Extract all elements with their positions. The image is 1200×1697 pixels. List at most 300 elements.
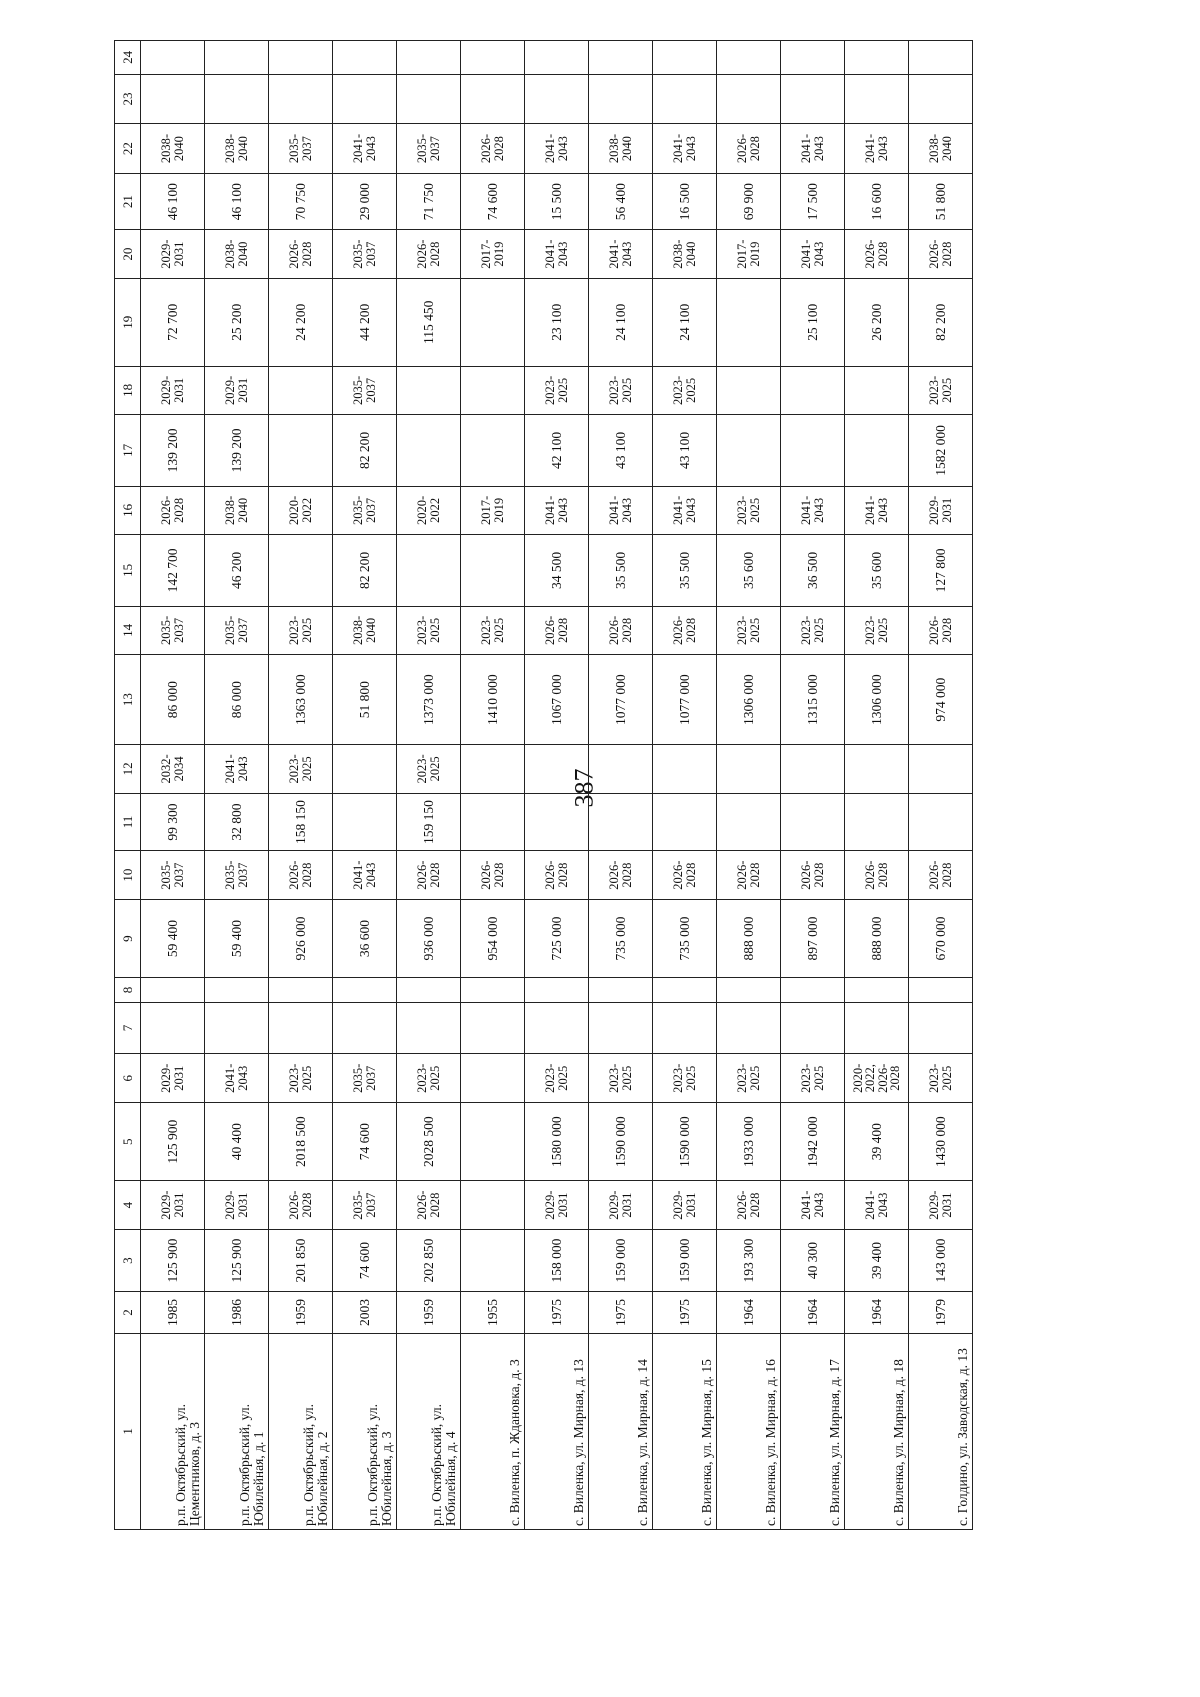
table-cell — [397, 415, 461, 487]
table-cell: 159 000 — [589, 1229, 653, 1291]
table-cell — [269, 978, 333, 1002]
table-cell — [141, 978, 205, 1002]
table-cell: 2023-2025 — [589, 366, 653, 414]
table-cell: 46 100 — [141, 173, 205, 230]
table-cell: 15 500 — [525, 173, 589, 230]
column-header: 3 — [115, 1229, 141, 1291]
table-cell: 74 600 — [333, 1102, 397, 1180]
table-cell: 1942 000 — [781, 1102, 845, 1180]
table-cell — [589, 793, 653, 851]
table-cell — [909, 745, 973, 793]
table-cell — [589, 1002, 653, 1054]
table-cell: 43 100 — [589, 415, 653, 487]
table-cell: 34 500 — [525, 535, 589, 607]
table-cell — [269, 74, 333, 124]
table-cell — [589, 74, 653, 124]
table-cell: 2038-2040 — [333, 606, 397, 654]
table-cell: 2041-2043 — [781, 486, 845, 534]
column-header: 17 — [115, 415, 141, 487]
table-cell — [909, 793, 973, 851]
table-cell: 888 000 — [845, 899, 909, 977]
table-cell: 35 600 — [845, 535, 909, 607]
table-cell: 2035-2037 — [205, 851, 269, 899]
address-cell: с. Виленка, ул. Мирная, д. 18 — [845, 1333, 909, 1529]
table-cell — [525, 793, 589, 851]
table-cell — [269, 535, 333, 607]
table-cell — [717, 415, 781, 487]
table-cell: 2023-2025 — [269, 745, 333, 793]
table-cell: 2035-2037 — [333, 366, 397, 414]
table-cell — [333, 978, 397, 1002]
table-cell — [461, 1054, 525, 1102]
table-cell — [653, 745, 717, 793]
table-cell: 1363 000 — [269, 655, 333, 745]
table-cell: 2023-2025 — [397, 1054, 461, 1102]
table-row — [205, 41, 269, 1530]
table-cell — [589, 745, 653, 793]
address-cell: р.п. Октябрьский, ул. Юбилейная, д. 3 — [333, 1333, 397, 1529]
table-cell: 2041-2043 — [781, 124, 845, 174]
table-cell — [717, 74, 781, 124]
table-cell: 16 500 — [653, 173, 717, 230]
table-cell: 1979 — [909, 1292, 973, 1334]
table-cell: 936 000 — [397, 899, 461, 977]
table-cell — [397, 41, 461, 75]
table-cell: 1590 000 — [589, 1102, 653, 1180]
header-row — [115, 41, 141, 1530]
table-cell: 2038-2040 — [205, 230, 269, 278]
column-header: 2 — [115, 1292, 141, 1334]
table-cell: 1410 000 — [461, 655, 525, 745]
table-cell: 2038-2040 — [205, 486, 269, 534]
column-header: 20 — [115, 230, 141, 278]
table-cell: 2035-2037 — [205, 606, 269, 654]
table-cell — [845, 1002, 909, 1054]
table-cell: 2029-2031 — [909, 486, 973, 534]
table-cell: 2026-2028 — [397, 1181, 461, 1229]
table-cell: 2020-2022, 2026-2028 — [845, 1054, 909, 1102]
table-cell: 2041-2043 — [845, 486, 909, 534]
table-cell: 2026-2028 — [269, 1181, 333, 1229]
table-cell: 2023-2025 — [717, 1054, 781, 1102]
table-row — [333, 41, 397, 1530]
table-cell: 2041-2043 — [781, 1181, 845, 1229]
table-cell: 44 200 — [333, 278, 397, 366]
table-cell: 2029-2031 — [205, 1181, 269, 1229]
table-cell — [205, 978, 269, 1002]
table-cell: 2026-2028 — [909, 851, 973, 899]
table-cell — [205, 1002, 269, 1054]
table-cell — [717, 793, 781, 851]
table-cell: 2023-2025 — [461, 606, 525, 654]
table-cell: 2035-2037 — [333, 1181, 397, 1229]
table-cell: 139 200 — [205, 415, 269, 487]
table-cell: 127 800 — [909, 535, 973, 607]
table-row — [717, 41, 781, 1530]
table-cell: 2023-2025 — [717, 486, 781, 534]
table-cell: 1959 — [397, 1292, 461, 1334]
table-row — [909, 41, 973, 1530]
table-cell: 2026-2028 — [717, 851, 781, 899]
table-cell — [653, 978, 717, 1002]
table-cell: 51 800 — [333, 655, 397, 745]
table-row — [845, 41, 909, 1530]
table-cell: 72 700 — [141, 278, 205, 366]
table-row — [141, 41, 205, 1530]
table-cell — [717, 745, 781, 793]
table-cell: 2023-2025 — [845, 606, 909, 654]
table-cell — [781, 41, 845, 75]
table-cell: 23 100 — [525, 278, 589, 366]
table-cell: 670 000 — [909, 899, 973, 977]
table-cell: 2026-2028 — [653, 606, 717, 654]
table-cell: 2029-2031 — [141, 230, 205, 278]
table-cell: 2041-2043 — [653, 486, 717, 534]
table-cell — [717, 1002, 781, 1054]
address-cell: р.п. Октябрьский, ул. Цементников, д. 3 — [141, 1333, 205, 1529]
table-cell — [781, 745, 845, 793]
table-cell: 1067 000 — [525, 655, 589, 745]
table-cell: 46 200 — [205, 535, 269, 607]
table-cell: 2041-2043 — [845, 1181, 909, 1229]
table-cell: 59 400 — [205, 899, 269, 977]
table-cell: 2041-2043 — [205, 1054, 269, 1102]
table-cell — [461, 745, 525, 793]
table-cell: 2023-2025 — [397, 606, 461, 654]
table-cell: 2035-2037 — [141, 851, 205, 899]
table-cell: 2017-2019 — [461, 230, 525, 278]
table-cell: 86 000 — [141, 655, 205, 745]
table-row — [525, 41, 589, 1530]
address-cell: с. Виленка, п. Ждановка, д. 3 — [461, 1333, 525, 1529]
table-cell: 1315 000 — [781, 655, 845, 745]
table-cell — [461, 535, 525, 607]
table-cell — [525, 74, 589, 124]
table-cell: 2023-2025 — [781, 606, 845, 654]
table-cell — [717, 278, 781, 366]
table-cell: 2003 — [333, 1292, 397, 1334]
table-cell: 2026-2028 — [589, 851, 653, 899]
table-cell — [653, 1002, 717, 1054]
table-cell: 2026-2028 — [269, 851, 333, 899]
address-cell: с. Виленка, ул. Мирная, д. 15 — [653, 1333, 717, 1529]
table-cell: 1306 000 — [845, 655, 909, 745]
table-cell: 2026-2028 — [461, 851, 525, 899]
table-cell — [333, 74, 397, 124]
table-cell: 2026-2028 — [589, 606, 653, 654]
table-cell: 35 500 — [653, 535, 717, 607]
table-cell: 2035-2037 — [333, 486, 397, 534]
table-cell: 2035-2037 — [333, 1054, 397, 1102]
table-cell: 725 000 — [525, 899, 589, 977]
column-header: 1 — [115, 1333, 141, 1529]
table-cell: 2023-2025 — [781, 1054, 845, 1102]
table-row — [589, 41, 653, 1530]
table-cell: 71 750 — [397, 173, 461, 230]
table-cell — [845, 745, 909, 793]
column-header: 9 — [115, 899, 141, 977]
table-cell: 1986 — [205, 1292, 269, 1334]
table-cell: 2028 500 — [397, 1102, 461, 1180]
table-cell: 2035-2037 — [333, 230, 397, 278]
table-cell — [397, 978, 461, 1002]
table-cell: 56 400 — [589, 173, 653, 230]
table-cell: 926 000 — [269, 899, 333, 977]
table-cell: 2023-2025 — [397, 745, 461, 793]
table-cell: 2023-2025 — [717, 606, 781, 654]
table-cell — [781, 366, 845, 414]
table-cell: 36 600 — [333, 899, 397, 977]
table-cell: 2026-2028 — [141, 486, 205, 534]
table-cell: 2023-2025 — [525, 366, 589, 414]
table-cell: 2029-2031 — [525, 1181, 589, 1229]
table-cell: 2029-2031 — [141, 366, 205, 414]
table-cell — [205, 41, 269, 75]
table-cell: 2041-2043 — [525, 486, 589, 534]
table-cell: 1373 000 — [397, 655, 461, 745]
table-cell: 2026-2028 — [781, 851, 845, 899]
table-cell: 142 700 — [141, 535, 205, 607]
table-cell — [461, 41, 525, 75]
column-header: 7 — [115, 1002, 141, 1054]
table-cell: 1964 — [781, 1292, 845, 1334]
table-cell: 202 850 — [397, 1229, 461, 1291]
table-cell: 1975 — [525, 1292, 589, 1334]
table-cell: 35 600 — [717, 535, 781, 607]
table-cell: 1975 — [589, 1292, 653, 1334]
table-cell: 2038-2040 — [653, 230, 717, 278]
table-cell: 2026-2028 — [653, 851, 717, 899]
table-cell: 82 200 — [333, 535, 397, 607]
table-cell: 24 100 — [653, 278, 717, 366]
table-cell: 974 000 — [909, 655, 973, 745]
table-cell: 1590 000 — [653, 1102, 717, 1180]
table-cell — [909, 74, 973, 124]
table-cell: 42 100 — [525, 415, 589, 487]
table-cell: 2026-2028 — [845, 230, 909, 278]
column-header: 21 — [115, 173, 141, 230]
table-cell: 159 150 — [397, 793, 461, 851]
table-cell — [333, 745, 397, 793]
table-cell — [909, 1002, 973, 1054]
table-cell: 2017-2019 — [461, 486, 525, 534]
table-cell: 2029-2031 — [589, 1181, 653, 1229]
table-cell: 82 200 — [333, 415, 397, 487]
table-cell: 954 000 — [461, 899, 525, 977]
table-cell: 2026-2028 — [909, 606, 973, 654]
table-cell: 2032-2034 — [141, 745, 205, 793]
table-cell: 2026-2028 — [717, 124, 781, 174]
table-cell: 2023-2025 — [909, 1054, 973, 1102]
table-cell: 2029-2031 — [205, 366, 269, 414]
registry-table — [114, 40, 973, 1530]
table-cell: 201 850 — [269, 1229, 333, 1291]
table-cell — [269, 415, 333, 487]
column-header: 14 — [115, 606, 141, 654]
table-cell — [653, 41, 717, 75]
table-cell: 159 000 — [653, 1229, 717, 1291]
table-cell: 1964 — [717, 1292, 781, 1334]
table-cell: 125 900 — [141, 1102, 205, 1180]
table-cell: 24 200 — [269, 278, 333, 366]
table-cell — [717, 978, 781, 1002]
table-row — [653, 41, 717, 1530]
table-cell: 1955 — [461, 1292, 525, 1334]
table-row — [781, 41, 845, 1530]
table-cell — [525, 745, 589, 793]
address-cell: с. Виленка, ул. Мирная, д. 14 — [589, 1333, 653, 1529]
table-cell: 2023-2025 — [525, 1054, 589, 1102]
table-cell: 139 200 — [141, 415, 205, 487]
table-cell — [333, 41, 397, 75]
table-cell: 2020-2022 — [269, 486, 333, 534]
table-cell — [461, 978, 525, 1002]
table-cell: 158 000 — [525, 1229, 589, 1291]
table-cell: 2041-2043 — [845, 124, 909, 174]
table-cell — [269, 41, 333, 75]
table-cell: 51 800 — [909, 173, 973, 230]
table-cell — [653, 793, 717, 851]
table-cell — [397, 366, 461, 414]
table-cell: 2041-2043 — [205, 745, 269, 793]
table-cell: 40 400 — [205, 1102, 269, 1180]
table-cell — [461, 1181, 525, 1229]
table-cell: 2017-2019 — [717, 230, 781, 278]
table-cell: 2026-2028 — [909, 230, 973, 278]
table-cell: 35 500 — [589, 535, 653, 607]
table-cell: 69 900 — [717, 173, 781, 230]
table-cell — [461, 415, 525, 487]
column-header: 13 — [115, 655, 141, 745]
table-cell — [845, 74, 909, 124]
column-header: 19 — [115, 278, 141, 366]
table-cell: 1959 — [269, 1292, 333, 1334]
table-cell — [525, 978, 589, 1002]
table-cell: 2035-2037 — [269, 124, 333, 174]
table-cell — [461, 793, 525, 851]
table-cell — [461, 1229, 525, 1291]
address-cell: р.п. Октябрьский, ул. Юбилейная, д. 2 — [269, 1333, 333, 1529]
table-cell: 2041-2043 — [589, 486, 653, 534]
table-cell — [269, 1002, 333, 1054]
table-cell: 86 000 — [205, 655, 269, 745]
column-header: 24 — [115, 41, 141, 75]
table-cell: 2023-2025 — [653, 366, 717, 414]
column-header: 8 — [115, 978, 141, 1002]
table-cell: 17 500 — [781, 173, 845, 230]
table-cell — [141, 41, 205, 75]
table-cell: 1430 000 — [909, 1102, 973, 1180]
table-cell — [717, 366, 781, 414]
table-cell — [781, 1002, 845, 1054]
table-cell: 125 900 — [141, 1229, 205, 1291]
rotated-table-container — [114, 40, 1051, 1530]
table-cell: 2029-2031 — [909, 1181, 973, 1229]
table-cell: 2035-2037 — [397, 124, 461, 174]
column-header: 12 — [115, 745, 141, 793]
table-cell — [397, 535, 461, 607]
table-cell — [461, 366, 525, 414]
address-cell: с. Голдино, ул. Заводская, д. 13 — [909, 1333, 973, 1529]
table-cell: 2041-2043 — [653, 124, 717, 174]
table-cell: 43 100 — [653, 415, 717, 487]
table-cell: 1975 — [653, 1292, 717, 1334]
table-cell — [781, 978, 845, 1002]
table-cell: 158 150 — [269, 793, 333, 851]
table-cell — [909, 978, 973, 1002]
table-cell: 74 600 — [333, 1229, 397, 1291]
column-header: 16 — [115, 486, 141, 534]
table-row — [397, 41, 461, 1530]
table-cell: 1985 — [141, 1292, 205, 1334]
table-cell: 25 200 — [205, 278, 269, 366]
column-header: 22 — [115, 124, 141, 174]
table-cell: 25 100 — [781, 278, 845, 366]
table-cell: 735 000 — [653, 899, 717, 977]
table-cell: 2035-2037 — [141, 606, 205, 654]
table-cell — [205, 74, 269, 124]
table-cell: 70 750 — [269, 173, 333, 230]
table-cell: 99 300 — [141, 793, 205, 851]
column-header: 15 — [115, 535, 141, 607]
table-cell: 2026-2028 — [397, 851, 461, 899]
table-cell: 2026-2028 — [397, 230, 461, 278]
column-header: 11 — [115, 793, 141, 851]
table-cell: 125 900 — [205, 1229, 269, 1291]
column-header: 18 — [115, 366, 141, 414]
table-cell — [141, 74, 205, 124]
table-cell: 1964 — [845, 1292, 909, 1334]
table-cell: 59 400 — [141, 899, 205, 977]
table-cell — [845, 978, 909, 1002]
table-cell — [269, 366, 333, 414]
table-cell — [845, 366, 909, 414]
table-cell — [589, 978, 653, 1002]
table-cell: 82 200 — [909, 278, 973, 366]
table-cell: 2023-2025 — [909, 366, 973, 414]
table-cell — [717, 41, 781, 75]
table-cell — [781, 74, 845, 124]
table-cell: 2026-2028 — [525, 606, 589, 654]
table-cell — [461, 74, 525, 124]
table-cell: 1077 000 — [589, 655, 653, 745]
column-header: 4 — [115, 1181, 141, 1229]
table-cell — [589, 41, 653, 75]
table-cell: 2038-2040 — [205, 124, 269, 174]
table-cell — [141, 1002, 205, 1054]
table-cell: 2023-2025 — [653, 1054, 717, 1102]
table-cell — [461, 278, 525, 366]
table-cell: 24 100 — [589, 278, 653, 366]
table-cell: 2041-2043 — [525, 230, 589, 278]
table-cell: 29 000 — [333, 173, 397, 230]
address-cell: с. Виленка, ул. Мирная, д. 13 — [525, 1333, 589, 1529]
table-cell — [845, 415, 909, 487]
table-cell — [461, 1002, 525, 1054]
table-cell — [845, 41, 909, 75]
table-cell: 2041-2043 — [781, 230, 845, 278]
table-cell: 2026-2028 — [717, 1181, 781, 1229]
page-number: 387 — [569, 768, 599, 808]
table-cell: 2041-2043 — [589, 230, 653, 278]
table-cell: 193 300 — [717, 1229, 781, 1291]
table-cell: 2029-2031 — [653, 1181, 717, 1229]
table-cell: 2029-2031 — [141, 1181, 205, 1229]
table-cell: 40 300 — [781, 1229, 845, 1291]
table-cell: 16 600 — [845, 173, 909, 230]
table-cell — [525, 41, 589, 75]
column-header: 23 — [115, 74, 141, 124]
